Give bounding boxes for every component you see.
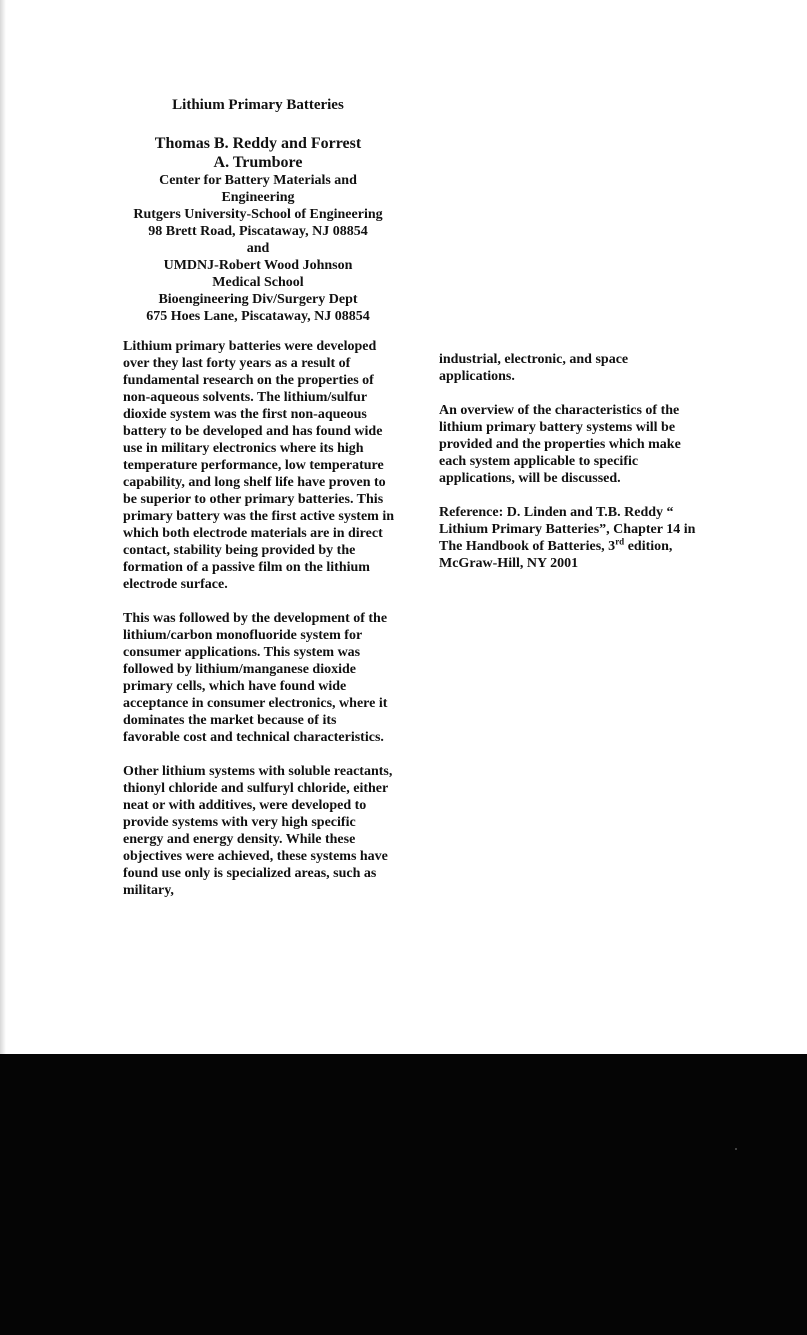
body-paragraph: Other lithium systems with soluble reactants, thionyl chloride and sulfuryl chloride, either neat or with additives, were developed to provide systems with very high specific energy and energy density. While these objectives were achieved, these systems have found use only is specialized areas, such as military, (123, 764, 393, 898)
affiliation-line: 675 Hoes Lane, Piscataway, NJ 08854 (146, 309, 370, 324)
affiliation-line: Rutgers University-School of Engineering (133, 207, 383, 222)
reference-superscript: rd (615, 536, 625, 547)
affiliation-line: Bioengineering Div/Surgery Dept (158, 292, 358, 307)
affiliation-line: 98 Brett Road, Piscataway, NJ 08854 (148, 224, 368, 239)
body-paragraph: Lithium primary batteries were developed over they last forty years as a result of fundamental research on the properties of non-aqueous solvents. The lithium/sulfur dioxide system was the first non-aqueous battery to be developed and has found wide use in military electronics where its high temperature performance, low temperature capability, and long shelf life have proven to be superior to other primary batteries. This primary battery was the first active system in which both electrode materials are in direct contact, stability being provided by the formation of a passive film on the lithium electrode surface. (123, 339, 394, 592)
left-column (123, 338, 395, 916)
document-header (108, 95, 408, 325)
body-paragraph: industrial, electronic, and space applications. (439, 352, 629, 384)
affiliation-line: and (246, 241, 270, 256)
reference-paragraph (439, 504, 701, 572)
reference-text: Reference: D. Linden and T.B. Reddy “ Lithium Primary Batteries”, Chapter 14 in The Handbook of Batteries, 3 (439, 505, 696, 554)
reference-text-end: edition, McGraw-Hill, NY 2001 (439, 539, 673, 571)
affiliation-line: Center for Battery Materials and Engineering (159, 173, 357, 205)
scan-edge-shadow (0, 0, 6, 1054)
body-paragraph: This was followed by the development of the lithium/carbon monofluoride system for consumer applications. This system was followed by lithium/manganese dioxide primary cells, which have found wide acceptance in consumer electronics, where it dominates the market because of its favorable cost and technical characteristics. (123, 611, 388, 745)
right-column (439, 351, 701, 589)
authors: Thomas B. Reddy and Forrest A. Trumbore (154, 135, 362, 171)
document-title: Lithium Primary Batteries (172, 97, 344, 113)
body-paragraph: An overview of the characteristics of the lithium primary battery systems will be provided and the properties which make each system applicable to specific applications, will be discussed. (439, 403, 681, 486)
affiliation-line: UMDNJ-Robert Wood Johnson Medical School (163, 258, 353, 290)
scan-speck (735, 1148, 737, 1150)
